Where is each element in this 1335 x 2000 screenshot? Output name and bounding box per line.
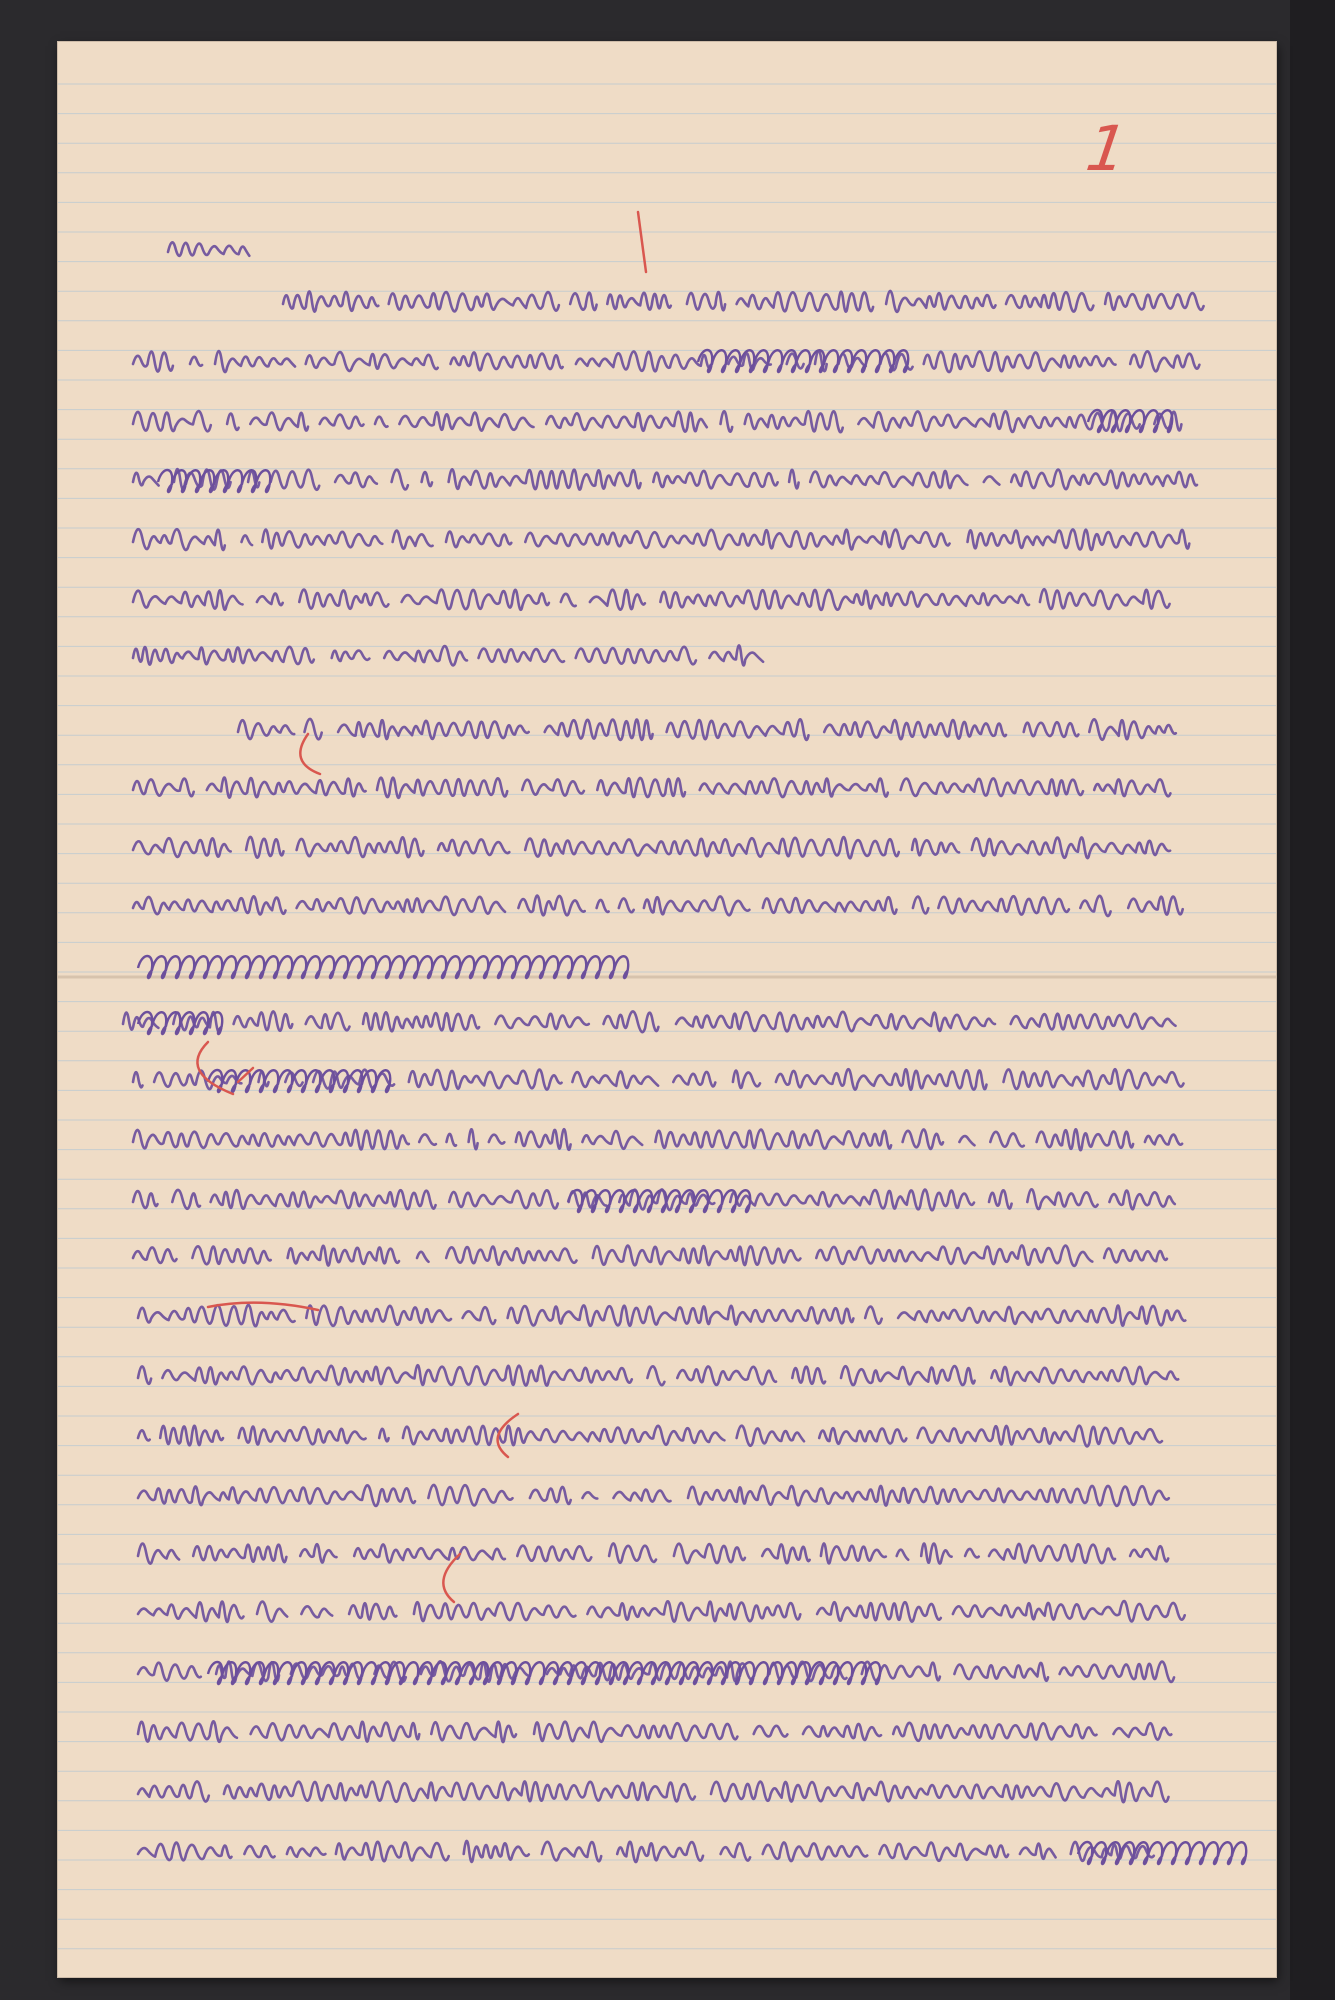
handwriting-line <box>133 351 1199 372</box>
handwriting-line <box>138 1781 1169 1802</box>
handwriting-line <box>138 1601 1185 1622</box>
handwriting-line <box>133 645 763 665</box>
handwriting-line <box>283 291 1204 312</box>
handwriting-line <box>238 719 1176 740</box>
handwriting-line <box>138 1841 1154 1862</box>
handwriting-line <box>133 896 1194 916</box>
red-pencil-mark <box>300 734 320 774</box>
handwriting-line <box>168 242 249 255</box>
handwriting-line <box>138 1485 1169 1506</box>
red-pencil-mark <box>638 212 646 272</box>
handwriting-line <box>133 529 1189 550</box>
handwriting-line <box>138 1305 1185 1326</box>
scratch-out <box>138 956 628 978</box>
handwriting-line <box>133 777 1170 797</box>
manuscript-page <box>58 42 1276 1977</box>
handwriting-line <box>138 1426 1162 1447</box>
handwriting <box>58 42 1276 1977</box>
scratch-out <box>138 1012 222 1034</box>
handwriting-line <box>133 589 1170 610</box>
handwriting-line <box>138 1544 1168 1564</box>
handwriting-line <box>138 1365 1178 1385</box>
page-number: 1 <box>1081 112 1132 185</box>
handwriting-line <box>138 1721 1171 1742</box>
red-pencil-mark <box>443 1554 460 1602</box>
handwriting-line <box>133 1129 1182 1150</box>
handwriting-line <box>123 1011 1176 1032</box>
red-pencil-mark <box>208 1303 318 1310</box>
handwriting-line <box>133 1245 1167 1265</box>
handwriting-line <box>133 837 1170 858</box>
handwriting-line <box>133 411 1181 432</box>
handwriting-line <box>133 469 1208 490</box>
red-pencil-mark <box>197 1042 233 1094</box>
